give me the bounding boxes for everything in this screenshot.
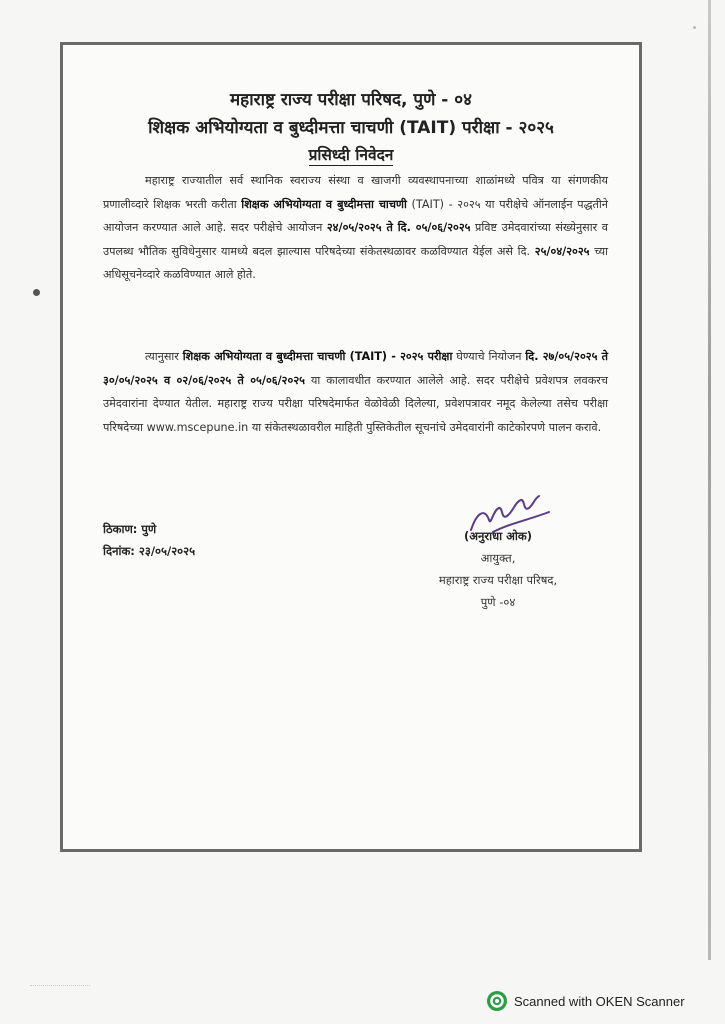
oken-scanner-logo-icon	[486, 990, 508, 1012]
notice-document	[60, 42, 642, 852]
paragraph-2	[103, 345, 608, 439]
signatory-designation: आयुक्त,	[480, 551, 516, 565]
signatory-office: महाराष्ट्र राज्य परीक्षा परिषद,	[438, 573, 558, 587]
scan-speck	[693, 26, 696, 29]
place-line: ठिकाण: पुणे	[103, 522, 157, 536]
p1-notification-date: २५/०४/२०२५	[534, 244, 590, 258]
p1-text-a: महाराष्ट्र राज्यातील सर्व स्थानिक स्वराज्य संस्था व खाजगी व्यवस्थापनाच्या शाळांमध्ये पवित्र या संगणकीय प्रणालीव्दारे शिक्षक भरती करीता	[103, 174, 608, 211]
scan-edge-shadow	[708, 0, 711, 960]
p1-text-g: च्या अधिसूचनेव्दारे कळविण्यात आले होते.	[103, 244, 609, 281]
place-date-block	[103, 518, 195, 562]
p2-text-e: या कालावधीत करण्यात आलेले आहे. सदर परीक्षेचे प्रवेशपत्र लवकरच उमेदवारांना देण्यात येतील. महाराष्ट्र राज्य परीक्षा परिषदेमार्फत वेळोवेळी दिलेल्या, प्रवेशपत्रावर नमूद केलेल्या तसेच परीक्षा परिषदेच्या www.mscepune.in या संकेतस्थळावरील माहिती पुस्तिकेतील सूचनांचे उमेदवारांनी काटेकोरपणे पालन करावे.	[103, 373, 608, 434]
notice-type-label: प्रसिध्दी निवेदन	[308, 146, 394, 164]
header-exam-title: शिक्षक अभियोग्यता व बुध्दीमत्ता चाचणी (TAIT) परीक्षा - २०२५	[148, 118, 554, 138]
signatory-city: पुणे -०४	[480, 595, 516, 609]
p1-original-dates: २४/०५/२०२५ ते दि. ०५/०६/२०२५	[326, 221, 471, 234]
signatory-block	[418, 525, 578, 613]
scanner-watermark	[486, 990, 685, 1012]
p2-exam-name: शिक्षक अभियोग्यता व बुध्दीमत्ता चाचणी (TAIT) - २०२५ परीक्षा	[182, 350, 453, 363]
paragraph-1	[103, 169, 608, 287]
p1-exam-name: शिक्षक अभियोग्यता व बुध्दीमत्ता चाचणी	[241, 197, 407, 211]
date-line: दिनांक: २३/०५/२०२५	[103, 544, 196, 558]
scan-speck	[33, 289, 40, 296]
p1-text-c: (TAIT) - २०२५ या परीक्षेचे ऑनलाईन पद्धतीने आयोजन करण्यात आले आहे. सदर परीक्षेचे आयोजन	[103, 197, 608, 234]
header-organization: महाराष्ट्र राज्य परीक्षा परिषद, पुणे - ०४	[230, 90, 472, 110]
p2-text-c: घेण्याचे नियोजन	[452, 350, 526, 363]
scanner-label: Scanned with OKEN Scanner	[514, 993, 685, 1009]
scan-artifact-line	[30, 985, 90, 987]
p1-text-e: प्रविष्ट उमेदवारांच्या संख्येनुसार व उपलब्ध भौतिक सुविधेनुसार यामध्ये बदल झाल्यास परिषदेच्या संकेतस्थळावर कळविण्यात येईल असे दि.	[103, 221, 608, 258]
p2-new-dates: दि. २७/०५/२०२५ ते ३०/०५/२०२५ व ०२/०६/२०२५ ते ०५/०६/२०२५	[103, 350, 608, 387]
p2-text-a: त्यानुसार	[145, 350, 183, 363]
signatory-name: (अनुराधा ओक)	[463, 529, 532, 543]
header-notice-type	[63, 143, 639, 165]
